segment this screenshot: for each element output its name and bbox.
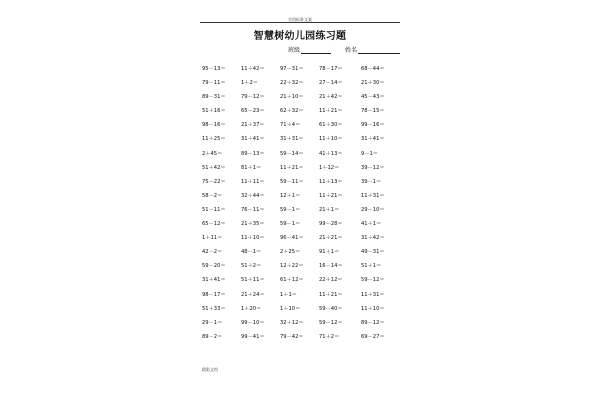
student-info: [0, 45, 600, 55]
math-problem: 59－11＝: [280, 178, 304, 185]
class-blank: [301, 46, 331, 54]
problem-row: [0, 66, 600, 80]
math-problem: 48－1＝: [241, 249, 262, 256]
problem-row: [0, 151, 600, 165]
math-problem: 11＋21＝: [319, 192, 343, 199]
math-problem: 79－12＝: [241, 94, 265, 101]
math-problem: 11＋21＝: [319, 108, 343, 115]
math-problem: 65－12＝: [202, 221, 226, 228]
class-field: [288, 45, 331, 54]
math-problem: 62＋32＝: [280, 108, 304, 115]
math-problem: 41＋1＝: [361, 221, 382, 228]
math-problem: 22＋12＝: [319, 277, 343, 284]
math-problem: 16－14＝: [319, 263, 343, 270]
math-problem: 59－12＝: [319, 319, 343, 326]
math-problem: 11＋10＝: [241, 235, 265, 242]
math-problem: 78－17＝: [319, 66, 343, 72]
math-problem: 31＋42＝: [361, 235, 385, 242]
problem-row: [0, 94, 600, 108]
math-problem: 2＋25＝: [280, 249, 301, 256]
math-problem: 61＋12＝: [280, 277, 304, 284]
problem-row: [0, 334, 600, 348]
problem-row: [0, 263, 600, 277]
math-problem: 78－15＝: [361, 108, 385, 115]
math-problem: 32＋12＝: [280, 319, 304, 326]
math-problem: 31＋41＝: [361, 136, 385, 143]
math-problem: 59－40＝: [319, 305, 343, 312]
math-problem: 99－16＝: [361, 122, 385, 129]
math-problem: 29－10＝: [361, 206, 385, 213]
math-problem: 42－2＝: [202, 249, 223, 256]
math-problem: 22＋32＝: [280, 80, 304, 87]
page-title: 智慧树幼儿园练习题: [253, 31, 347, 42]
math-problem: 12＋22＝: [280, 263, 304, 270]
math-problem: 32＋44＝: [241, 192, 265, 199]
math-problem: 21＋30＝: [361, 80, 385, 87]
math-problem: 99－28＝: [319, 221, 343, 228]
name-field: [345, 45, 400, 54]
math-problem: 59－1＝: [280, 206, 301, 213]
math-problem: 1＋10＝: [280, 305, 301, 312]
math-problem: 58－2＝: [202, 192, 223, 199]
math-problem: 51＋11＝: [241, 277, 265, 284]
math-problem: 21＋10＝: [280, 94, 304, 101]
math-problem: 45－43＝: [361, 94, 385, 101]
math-problem: 51－11＝: [202, 206, 226, 213]
math-problem: 79－42＝: [280, 333, 304, 340]
math-problem: 21＋35＝: [241, 221, 265, 228]
math-problem: 11＋11＝: [241, 178, 265, 185]
math-problem: 95－13＝: [202, 66, 226, 72]
math-problem: 29－1＝: [202, 319, 223, 326]
math-problem: 71＋4＝: [280, 122, 301, 129]
math-problem: 75－22＝: [202, 178, 226, 185]
math-problem: 65－23＝: [241, 108, 265, 115]
math-problem: 2＋45＝: [202, 150, 223, 157]
problem-row: [0, 122, 600, 136]
math-problem: 1＋20＝: [241, 305, 262, 312]
math-problem: 51＋33＝: [202, 305, 226, 312]
math-problem: 59－14＝: [280, 150, 304, 157]
math-problem: 97－31＝: [280, 66, 304, 72]
math-problem: 1＋12＝: [319, 164, 340, 171]
problem-row: [0, 193, 600, 207]
problem-row: [0, 179, 600, 193]
math-problem: 89－2＝: [202, 333, 223, 340]
class-label: 班级: [288, 47, 301, 54]
math-problem: 69－27＝: [361, 333, 385, 340]
math-problem: 12＋1＝: [280, 192, 301, 199]
problem-row: [0, 207, 600, 221]
math-problem: 11＋42＝: [241, 66, 265, 72]
math-problem: 51＋16＝: [202, 108, 226, 115]
math-problem: 11＋25＝: [202, 136, 226, 143]
math-problem: 59－1＝: [280, 221, 301, 228]
math-problem: 39－1＝: [361, 178, 382, 185]
math-problem: 31＋41＝: [241, 136, 265, 143]
math-problem: 98－16＝: [202, 122, 226, 129]
problem-row: [0, 221, 600, 235]
math-problem: 11＋21＝: [280, 164, 304, 171]
problem-row: [0, 320, 600, 334]
math-problem: 79－11＝: [202, 80, 226, 87]
math-problem: 31＋31＝: [280, 136, 304, 143]
math-problem: 1＋11＝: [202, 235, 223, 242]
math-problem: 1＋2＝: [241, 80, 258, 87]
math-problem: 11＋31＝: [361, 291, 385, 298]
math-problem: 61＋30＝: [319, 122, 343, 129]
problem-row: [0, 136, 600, 150]
math-problem: 31＋41＝: [202, 277, 226, 284]
math-problem: 68－44＝: [361, 66, 385, 72]
math-problem: 11＋10＝: [319, 136, 343, 143]
math-problem: 9－1＝: [361, 150, 378, 157]
problem-row: [0, 80, 600, 94]
header-divider: [200, 22, 400, 23]
math-problem: 21＋1＝: [319, 206, 340, 213]
math-problem: 1＋1＝: [280, 291, 297, 298]
problem-row: [0, 306, 600, 320]
math-problem: 76－11＝: [241, 206, 265, 213]
math-problem: 51＋2＝: [241, 263, 262, 270]
math-problem: 27－14＝: [319, 80, 343, 87]
problem-row: [0, 108, 600, 122]
math-problem: 99－41＝: [241, 333, 265, 340]
math-problem: 11＋13＝: [319, 178, 343, 185]
math-problem: 39－12＝: [361, 164, 385, 171]
math-problem: 21＋24＝: [241, 291, 265, 298]
problem-row: [0, 249, 600, 263]
math-problem: 41＋13＝: [319, 150, 343, 157]
math-problem: 11＋21＝: [319, 291, 343, 298]
math-problem: 89－12＝: [361, 319, 385, 326]
problem-row: [0, 277, 600, 291]
name-label: 姓名: [345, 47, 358, 54]
problem-row: [0, 235, 600, 249]
math-problem: 81＋1＝: [241, 164, 262, 171]
math-problem: 21＋37＝: [241, 122, 265, 129]
math-problem: 89－31＝: [202, 94, 226, 101]
math-problem: 59－12＝: [361, 277, 385, 284]
math-problem: 11＋31＝: [361, 192, 385, 199]
name-blank: [358, 46, 400, 54]
math-problem: 71＋2＝: [319, 333, 340, 340]
header-note: 实用标准文案: [288, 17, 312, 22]
math-problem: 21＋42＝: [319, 94, 343, 101]
problem-row: [0, 165, 600, 179]
footer-note: 精彩文档: [202, 367, 218, 372]
math-problem: 51＋1＝: [361, 263, 382, 270]
math-problem: 99－10＝: [241, 319, 265, 326]
math-problem: 49－31＝: [361, 249, 385, 256]
problem-grid: [0, 66, 600, 348]
math-problem: 96－41＝: [280, 235, 304, 242]
math-problem: 59－20＝: [202, 263, 226, 270]
math-problem: 89－13＝: [241, 150, 265, 157]
math-problem: 98－17＝: [202, 291, 226, 298]
math-problem: 51＋42＝: [202, 164, 226, 171]
math-problem: 11＋10＝: [361, 305, 385, 312]
math-problem: 91＋1＝: [319, 249, 340, 256]
problem-row: [0, 292, 600, 306]
math-problem: 21＋21＝: [319, 235, 343, 242]
